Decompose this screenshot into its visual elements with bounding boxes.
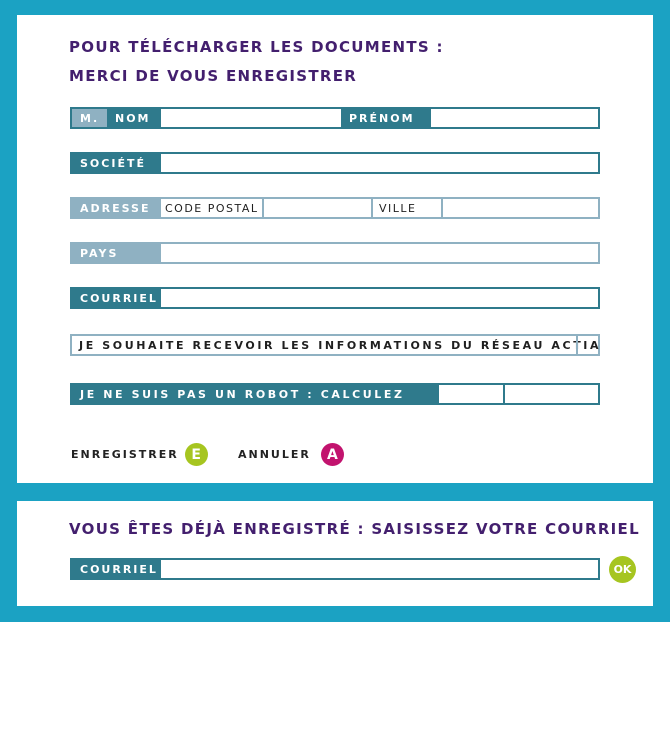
- courriel-row: [70, 287, 600, 309]
- login-panel: [17, 501, 653, 606]
- login-courriel-label: COURRIEL: [72, 560, 161, 578]
- code-postal-label: CODE POSTAL: [165, 201, 259, 215]
- prenom-label: PRÉNOM: [341, 109, 431, 127]
- courriel-input[interactable]: [161, 289, 598, 307]
- societe-label: SOCIÉTÉ: [72, 154, 161, 172]
- enregistrer-button[interactable]: [71, 443, 208, 466]
- societe-input[interactable]: [161, 154, 598, 172]
- code-postal-input[interactable]: [262, 199, 371, 217]
- captcha-row: [70, 383, 600, 405]
- pays-row: [70, 242, 600, 264]
- name-row: [70, 107, 600, 129]
- newsletter-row: [70, 334, 600, 356]
- courriel-label: COURRIEL: [72, 289, 161, 307]
- form-title-line1: POUR TÉLÉCHARGER LES DOCUMENTS :: [69, 38, 444, 56]
- adresse-label: ADRESSE: [72, 199, 161, 217]
- login-courriel-row: [70, 558, 600, 580]
- enregistrer-label: ENREGISTRER: [71, 448, 179, 461]
- captcha-answer-input[interactable]: [503, 385, 598, 403]
- pays-input[interactable]: [161, 244, 598, 262]
- ville-label: VILLE: [371, 199, 441, 217]
- newsletter-checkbox[interactable]: [576, 336, 598, 354]
- societe-row: [70, 152, 600, 174]
- ville-input[interactable]: [441, 199, 598, 217]
- annuler-button[interactable]: [238, 443, 344, 466]
- annuler-label: ANNULER: [238, 448, 311, 461]
- form-title-line2: MERCI DE VOUS ENREGISTRER: [69, 67, 358, 85]
- annuler-a-icon: A: [321, 443, 344, 466]
- nom-input[interactable]: [161, 109, 341, 127]
- ok-button[interactable]: OK: [609, 556, 636, 583]
- login-title: VOUS ÊTES DÉJÀ ENREGISTRÉ : SAISISSEZ VOTRE COURRIEL: [69, 520, 640, 538]
- login-courriel-input[interactable]: [161, 560, 598, 578]
- nom-label: NOM: [107, 109, 161, 127]
- captcha-operand-input[interactable]: [439, 385, 503, 403]
- enregistrer-e-icon: E: [185, 443, 208, 466]
- captcha-label: JE NE SUIS PAS UN ROBOT : CALCULEZ: [72, 385, 439, 403]
- registration-panel: [17, 15, 653, 483]
- pays-label: PAYS: [72, 244, 161, 262]
- newsletter-label: JE SOUHAITE RECEVOIR LES INFORMATIONS DU RÉSEAU ACTIA: [79, 338, 602, 352]
- prenom-input[interactable]: [431, 109, 598, 127]
- adresse-row: [70, 197, 600, 219]
- civility-select[interactable]: M.: [72, 109, 107, 127]
